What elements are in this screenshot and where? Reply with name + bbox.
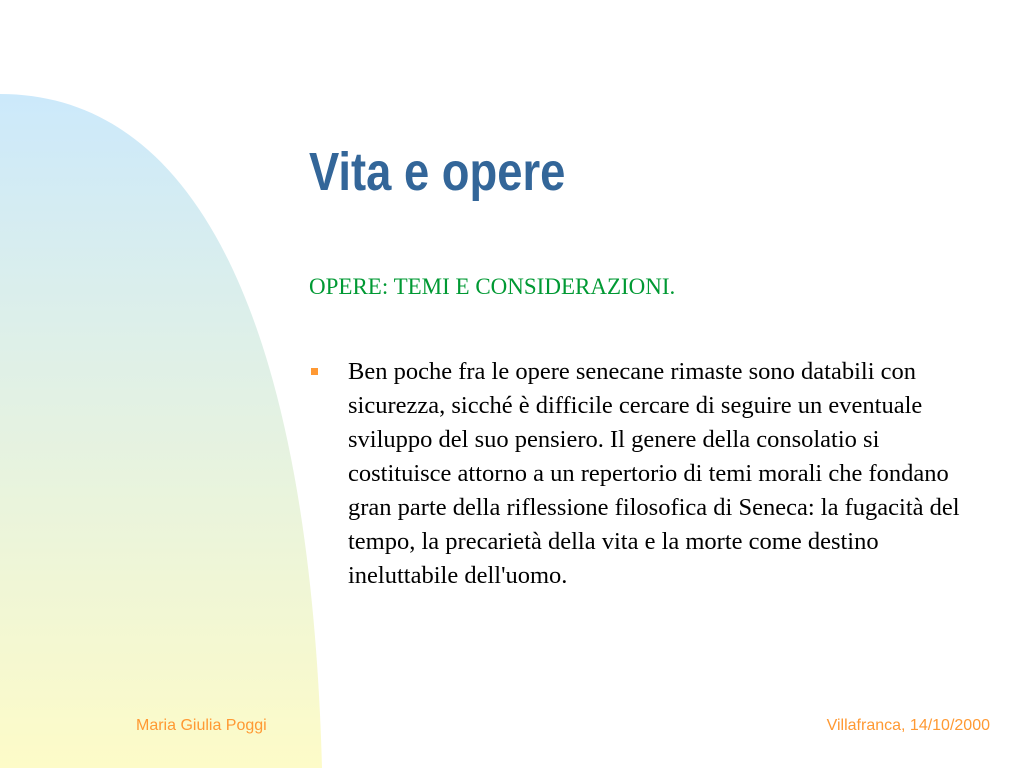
bullet-item bbox=[309, 355, 989, 593]
bullet-text: Ben poche fra le opere senecane rimaste sono databili con sicurezza, sicché è difficile cercare di seguire un eventuale sviluppo del suo pensiero. Il genere della consolatio si costituisce attorno a un repertorio di temi morali che fondano gran parte della riflessione filosofica di Seneca: la fugacità del tempo, la precarietà della vita e la morte come destino ineluttabile dell'uomo. bbox=[348, 358, 960, 589]
footer-place-date: Villafranca, 14/10/2000 bbox=[826, 717, 990, 734]
slide-title: Vita e opere bbox=[309, 142, 566, 202]
square-bullet-icon bbox=[311, 368, 318, 375]
background-arch-path bbox=[0, 94, 322, 768]
footer-author: Maria Giulia Poggi bbox=[136, 717, 267, 734]
slide-subtitle: OPERE: TEMI E CONSIDERAZIONI. bbox=[309, 274, 676, 299]
bullet-list bbox=[309, 355, 989, 593]
